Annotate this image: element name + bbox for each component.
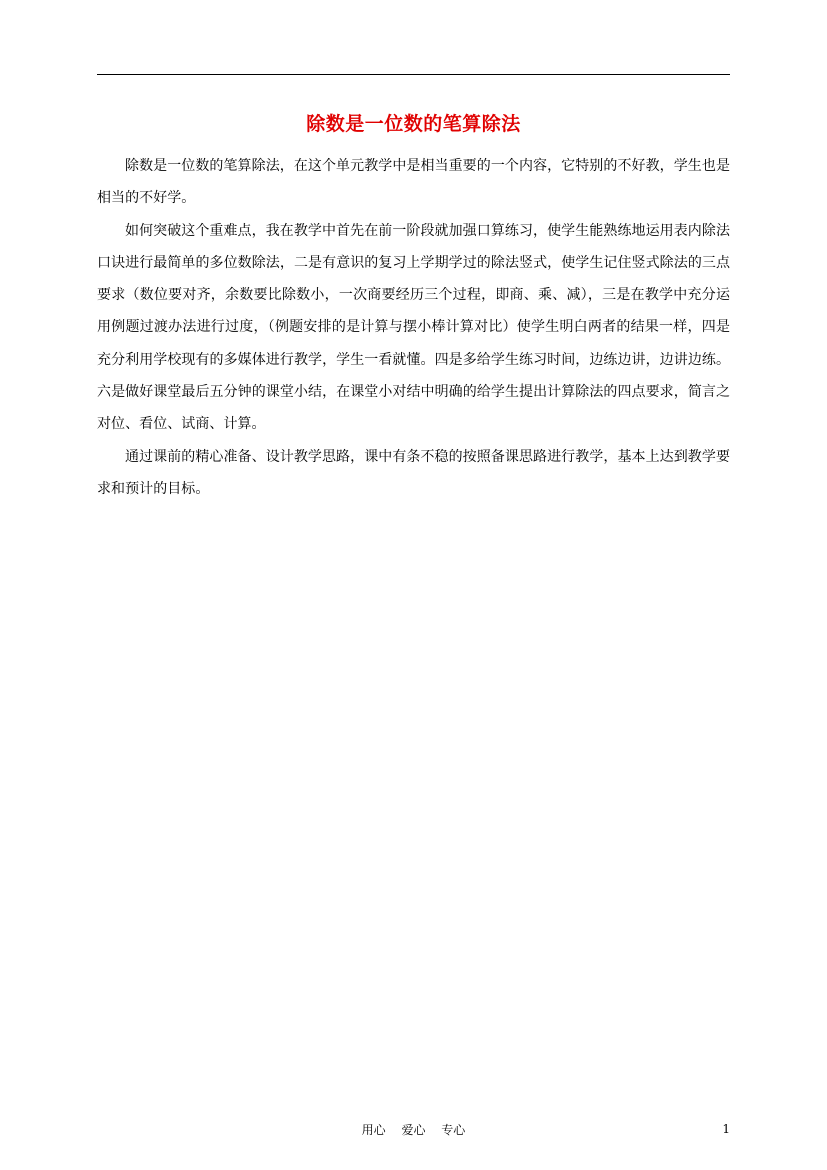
document-title: 除数是一位数的笔算除法	[306, 113, 521, 135]
page-number: 1	[722, 1122, 730, 1136]
paragraph-1: 除数是一位数的笔算除法，在这个单元教学中是相当重要的一个内容，它特别的不好教，学生也是相当的不好学。	[97, 158, 730, 207]
document-body	[97, 150, 730, 505]
paragraph-2: 如何突破这个重难点，我在教学中首先在前一阶段就加强口算练习，使学生能熟练地运用表内除法口诀进行最简单的多位数除法，二是有意识的复习上学期学过的除法竖式，使学生记住竖式除法的三点要求（数位要对齐，余数要比除数小，一次商要经历三个过程，即商、乘、减），三是在教学中充分运用例题过渡办法进行过度，（例题安排的是计算与摆小棒计算对比）使学生明白两者的结果一样，四是充分利用学校现有的多媒体进行教学，学生一看就懂。四是多给学生练习时间，边练边讲，边讲边练。六是做好课堂最后五分钟的课堂小结，在课堂小对结中明确的给学生提出计算除法的四点要求，简言之对位、看位、试商、计算。	[97, 222, 730, 433]
footer-motto: 用心 爱心 专心	[361, 1123, 466, 1137]
paragraph-3: 通过课前的精心准备、设计教学思路，课中有条不稳的按照备课思路进行教学，基本上达到教学要求和预计的目标。	[97, 448, 730, 497]
header-rule	[97, 74, 730, 75]
